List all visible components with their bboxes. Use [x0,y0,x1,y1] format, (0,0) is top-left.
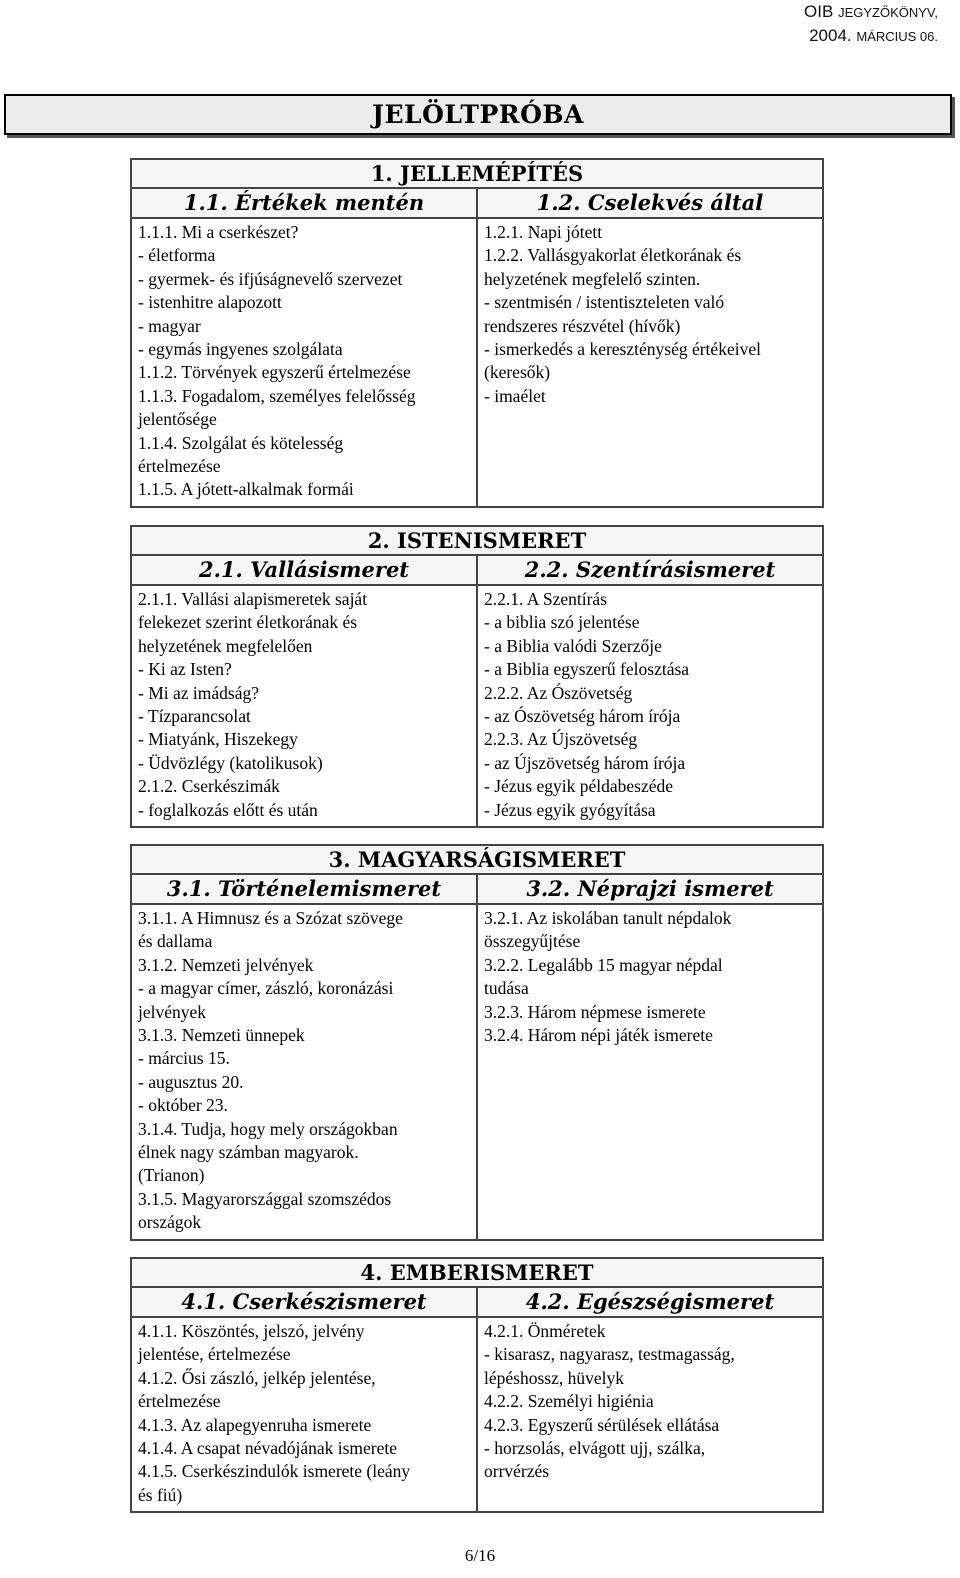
list-item: - Ki az Isten? [138,659,232,680]
list-item: 3.2.3. Három népmese ismerete [484,1001,706,1022]
list-item: - augusztus 20. [138,1071,244,1092]
list-item: 3.1.2. Nemzeti jelvények [138,954,314,975]
section-4-table [130,1257,824,1513]
list-item: - Jézus egyik gyógyítása [484,799,656,820]
header-line-2 [804,24,938,48]
header-line-1 [804,0,938,24]
list-item: 3.1.5. Magyarországgal szomszédos [138,1188,392,1209]
list-item: 1.2.1. Napi jótett [484,222,603,242]
list-item: - Mi az imádság? [138,682,259,703]
list-item: orrvérzés [484,1461,550,1482]
list-item: 2.1.1. Vallási alapismeretek saját [138,589,368,609]
list-item: 3.1.1. A Himnusz és a Szózat szövege [138,908,403,928]
list-item: - a magyar címer, zászló, koronázási [138,978,394,999]
list-item: 4.1.4. A csapat névadójának ismerete [138,1438,398,1459]
list-item: 3.2.4. Három népi játék ismerete [484,1025,713,1046]
subsection-heading: 2.1. Vallásismeret [131,555,477,585]
list-item: 4.2.1. Önméretek [484,1321,606,1341]
header-date: MÁRCIUS 06. [856,29,938,44]
left-column-body [131,218,477,507]
list-item: és fiú) [138,1484,183,1505]
header-year: 2004. [809,26,852,45]
list-item: felekezet szerint életkorának és [138,612,358,633]
subsection-heading: 1.2. Cselekvés által [477,188,823,218]
right-column-body [477,218,823,507]
subsection-heading: 4.2. Egészségismeret [477,1287,823,1317]
list-item: - ismerkedés a kereszténység értékeivel [484,339,761,360]
list-item: - az Újszövetség három írója [484,752,686,773]
subsection-heading: 2.2. Szentírásismeret [477,555,823,585]
right-column-body [477,585,823,827]
list-item: 2.2.3. Az Újszövetség [484,729,638,750]
list-item: - a Biblia egyszerű felosztása [484,659,690,680]
list-item: - horzsolás, elvágott ujj, szálka, [484,1438,706,1459]
list-item: 2.2.2. Az Ószövetség [484,682,633,703]
list-item: - magyar [138,315,201,336]
list-item: helyzetének megfelelő szinten. [484,268,701,289]
list-item: - az Ószövetség három írója [484,706,681,727]
document-title: JELÖLTPRÓBA [4,94,952,135]
right-column-body [477,1317,823,1512]
list-item: - istenhitre alapozott [138,292,282,313]
page-header [804,0,938,48]
list-item: értelmezése [138,1391,221,1412]
list-item: 3.2.2. Legalább 15 magyar népdal [484,954,723,975]
subsection-heading: 3.2. Néprajzi ismeret [477,874,823,904]
list-item: jelentése, értelmezése [138,1344,291,1365]
section-1-table [130,158,824,508]
list-item: 3.1.3. Nemzeti ünnepek [138,1025,305,1046]
list-item: 1.1.5. A jótett-alkalmak formái [138,479,354,500]
list-item: rendszeres részvétel (hívők) [484,315,681,336]
list-item: - kisarasz, nagyarasz, testmagasság, [484,1344,735,1365]
list-item: jelentősége [138,409,217,430]
list-item: 1.1.4. Szolgálat és kötelesség [138,432,344,453]
list-item: 1.2.2. Vallásgyakorlat életkorának és [484,245,742,266]
list-item: - a Biblia valódi Szerzője [484,635,662,656]
subsection-heading: 1.1. Értékek mentén [131,188,477,218]
list-item: - gyermek- és ifjúságnevelő szervezet [138,268,403,289]
list-item: 1.1.2. Törvények egyszerű értelmezése [138,362,411,383]
list-item: (keresők) [484,362,551,383]
right-column-body [477,904,823,1240]
list-item: tudása [484,978,529,999]
section-title: 4. EMBERISMERET [131,1258,823,1287]
list-item: - egymás ingyenes szolgálata [138,339,343,360]
list-item: 2.2.1. A Szentírás [484,589,607,609]
list-item: 4.2.3. Egyszerű sérülések ellátása [484,1414,720,1435]
list-item: élnek nagy számban magyarok. [138,1142,359,1163]
list-item: és dallama [138,931,213,952]
header-org: OIB [804,2,834,21]
page-number: 6/16 [464,1546,496,1565]
list-item: - Miatyánk, Hiszekegy [138,729,298,750]
section-title: 2. ISTENISMERET [131,526,823,555]
list-item: országok [138,1212,202,1233]
list-item: - március 15. [138,1048,230,1069]
list-item: 4.2.2. Személyi higiénia [484,1391,654,1412]
list-item: - Üdvözlégy (katolikusok) [138,752,323,773]
list-item: - Jézus egyik példabeszéde [484,776,674,797]
list-item: 1.1.1. Mi a cserkészet? [138,222,299,242]
left-column-body [131,904,477,1240]
list-item: 2.1.2. Cserkészimák [138,776,280,797]
list-item: jelvények [138,1001,207,1022]
subsection-heading: 3.1. Történelemismeret [131,874,477,904]
list-item: 3.2.1. Az iskolában tanult népdalok [484,908,732,928]
section-title: 1. JELLEMÉPÍTÉS [131,159,823,188]
list-item: - életforma [138,245,216,266]
section-3-table [130,844,824,1241]
list-item: összegyűjtése [484,931,581,952]
list-item: - foglalkozás előtt és után [138,799,318,820]
list-item: - szentmisén / istentiszteleten való [484,292,725,313]
list-item: (Trianon) [138,1165,205,1186]
list-item: - a biblia szó jelentése [484,612,640,633]
list-item: - október 23. [138,1095,228,1116]
list-item: 1.1.3. Fogadalom, személyes felelősség [138,385,416,406]
left-column-body [131,585,477,827]
list-item: 4.1.2. Ősi zászló, jelkép jelentése, [138,1367,376,1388]
list-item: 3.1.4. Tudja, hogy mely országokban [138,1118,398,1139]
list-item: - imaélet [484,385,546,406]
list-item: - Tízparancsolat [138,706,251,727]
list-item: helyzetének megfelelően [138,635,313,656]
header-doc-type: JEGYZŐKÖNYV, [838,5,938,20]
list-item: lépéshossz, hüvelyk [484,1367,624,1388]
list-item: értelmezése [138,456,221,477]
section-title: 3. MAGYARSÁGISMERET [131,845,823,874]
list-item: 4.1.1. Köszöntés, jelszó, jelvény [138,1321,365,1341]
section-2-table [130,525,824,828]
left-column-body [131,1317,477,1512]
list-item: 4.1.3. Az alapegyenruha ismerete [138,1414,372,1435]
subsection-heading: 4.1. Cserkészismeret [131,1287,477,1317]
list-item: 4.1.5. Cserkészindulók ismerete (leány [138,1461,411,1482]
